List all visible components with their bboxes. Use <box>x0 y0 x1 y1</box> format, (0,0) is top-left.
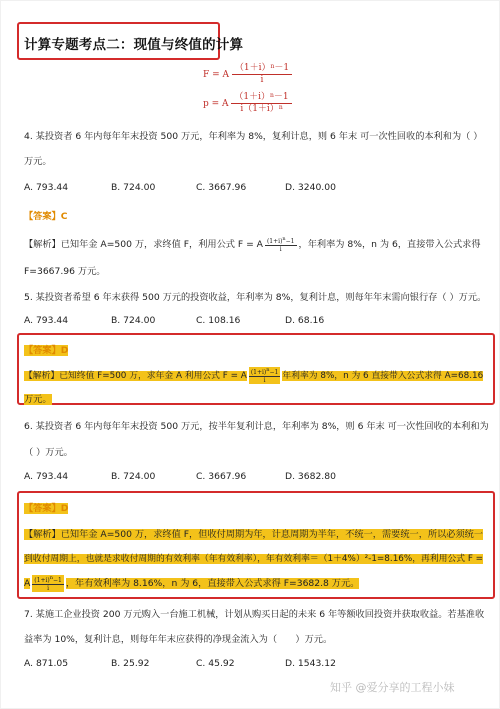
present-value-formula <box>203 92 292 115</box>
formula-den: i（1＋i） <box>240 104 279 114</box>
answer-tag: 【答案】D <box>24 345 69 356</box>
explanation-text: 万元。 <box>24 394 52 405</box>
option-a: A. 793.44 <box>24 471 69 482</box>
question-5-explanation-cont <box>24 391 52 405</box>
future-value-formula <box>203 63 292 86</box>
question-7-text-cont: 益率为 10%，复利计息，则每年年末应获得的净现金流入为（ ）万元。 <box>24 634 333 645</box>
option-b: B. 724.00 <box>111 471 156 482</box>
option-d: D. 3240.00 <box>285 182 336 193</box>
explanation-text: ，年有效利率为 8.16%，n 为 6，直接带入公式求得 F=3682.8 万元。 <box>65 578 360 589</box>
formula-lhs: F = A <box>203 70 230 80</box>
question-4-answer <box>24 208 68 222</box>
question-6-explanation <box>24 526 483 540</box>
question-4-explanation <box>24 236 481 253</box>
frac-tail: −1 <box>285 238 295 245</box>
question-6-explanation-formula <box>24 575 359 592</box>
frac-den: i <box>47 585 50 592</box>
option-a: A. 793.44 <box>24 182 69 193</box>
formula-fraction <box>232 63 292 86</box>
question-5-answer <box>24 342 68 356</box>
inline-fraction <box>265 236 297 253</box>
frac-num: (1+i) <box>250 369 267 376</box>
question-5-explanation <box>24 367 483 384</box>
option-c: C. 45.92 <box>196 658 235 669</box>
explanation-text: 年利率为 8%，n 为 6 直接带入公式求得 A=68.16 <box>282 371 484 381</box>
inline-fraction <box>249 367 281 384</box>
formula-num: （1＋i） <box>234 92 271 102</box>
question-6-text: 6. 某投资者 6 年内每年年末投资 500 万元，按半年复利计息，年利率为 8%，则 6 年末 可一次性回收的本利和为 <box>24 421 489 432</box>
answer-tag: 【答案】C <box>24 211 68 222</box>
inline-fraction <box>32 575 64 592</box>
question-6-text-cont: （ ）万元。 <box>24 447 73 458</box>
formula-exp: n <box>270 63 275 70</box>
frac-den: i <box>263 377 266 384</box>
formula-lhs: p = A <box>203 99 229 109</box>
formula-fraction <box>231 92 291 115</box>
option-c: C. 3667.96 <box>196 182 247 193</box>
explanation-text: A <box>24 578 31 589</box>
formula-tail: －1 <box>273 92 289 102</box>
frac-tail: −1 <box>269 369 279 376</box>
option-b: B. 724.00 <box>111 182 156 193</box>
option-c: C. 108.16 <box>196 315 241 326</box>
formula-den: i <box>260 75 264 85</box>
question-4-text-cont: 万元。 <box>24 156 52 167</box>
option-b: B. 25.92 <box>111 658 150 669</box>
question-4-text: 4. 某投资者 6 年内每年年末投资 500 万元，年利率为 8%，复利计息，则 6 年末 可一次性回收的本利和为（ ） <box>24 131 483 142</box>
option-c: C. 3667.96 <box>196 471 247 482</box>
question-7-text: 7. 某施工企业投资 200 万元购入一台施工机械，计划从购买日起的未来 6 年等额收回投资并获取收益。若基准收 <box>24 609 485 620</box>
option-d: D. 68.16 <box>285 315 325 326</box>
explanation-text: 【解析】已知年金 A=500 万，求终值 F，但收付周期为年，计息周期为半年，不统一，需要统一，所以必须统一 <box>24 529 484 540</box>
section-title: 计算专题考点二：现值与终值的计算 <box>24 37 244 53</box>
question-5-text: 5. 某投资者希望 6 年末获得 500 万元的投资收益，年利率为 8%，复利计息，则每年年末需向银行存（ ）万元。 <box>24 292 487 303</box>
option-d: D. 1543.12 <box>285 658 336 669</box>
option-a: A. 871.05 <box>24 658 69 669</box>
explanation-text: 【解析】已知终值 F=500 万，求年金 A 利用公式 F = A <box>24 371 247 381</box>
question-4-explanation-cont: F=3667.96 万元。 <box>24 266 106 277</box>
frac-num: (1+i) <box>266 238 283 245</box>
explanation-text: 到收付周期上，也就是求收付周期的有效利率（年有效利率），年有效利率＝（1＋4%）²-1=8.16%，再利用公式 F = <box>24 554 484 564</box>
formula-den-exp: n <box>278 104 283 111</box>
frac-tail: −1 <box>52 577 62 584</box>
zhihu-watermark: 知乎 @爱分享的工程小妹 <box>330 681 455 694</box>
frac-den: i <box>279 246 282 253</box>
option-d: D. 3682.80 <box>285 471 336 482</box>
frac-num: (1+i) <box>34 577 50 584</box>
formula-tail: －1 <box>274 63 290 73</box>
explanation-text: ，年利率为 8%，n 为 6，直接带入公式求得 <box>298 239 481 250</box>
formula-exp: n <box>270 92 274 99</box>
option-b: B. 724.00 <box>111 315 156 326</box>
question-6-explanation-cont <box>24 551 483 564</box>
frac-exp: n <box>282 236 286 242</box>
frac-exp: n <box>266 367 270 373</box>
option-a: A. 793.44 <box>24 315 69 326</box>
question-6-answer <box>24 500 68 514</box>
formula-num: （1＋i） <box>234 63 271 73</box>
answer-tag: 【答案】D <box>24 503 69 514</box>
explanation-text: 【解析】已知年金 A=500 万，求终值 F，利用公式 F = A <box>24 239 263 250</box>
frac-exp: n <box>49 575 53 581</box>
